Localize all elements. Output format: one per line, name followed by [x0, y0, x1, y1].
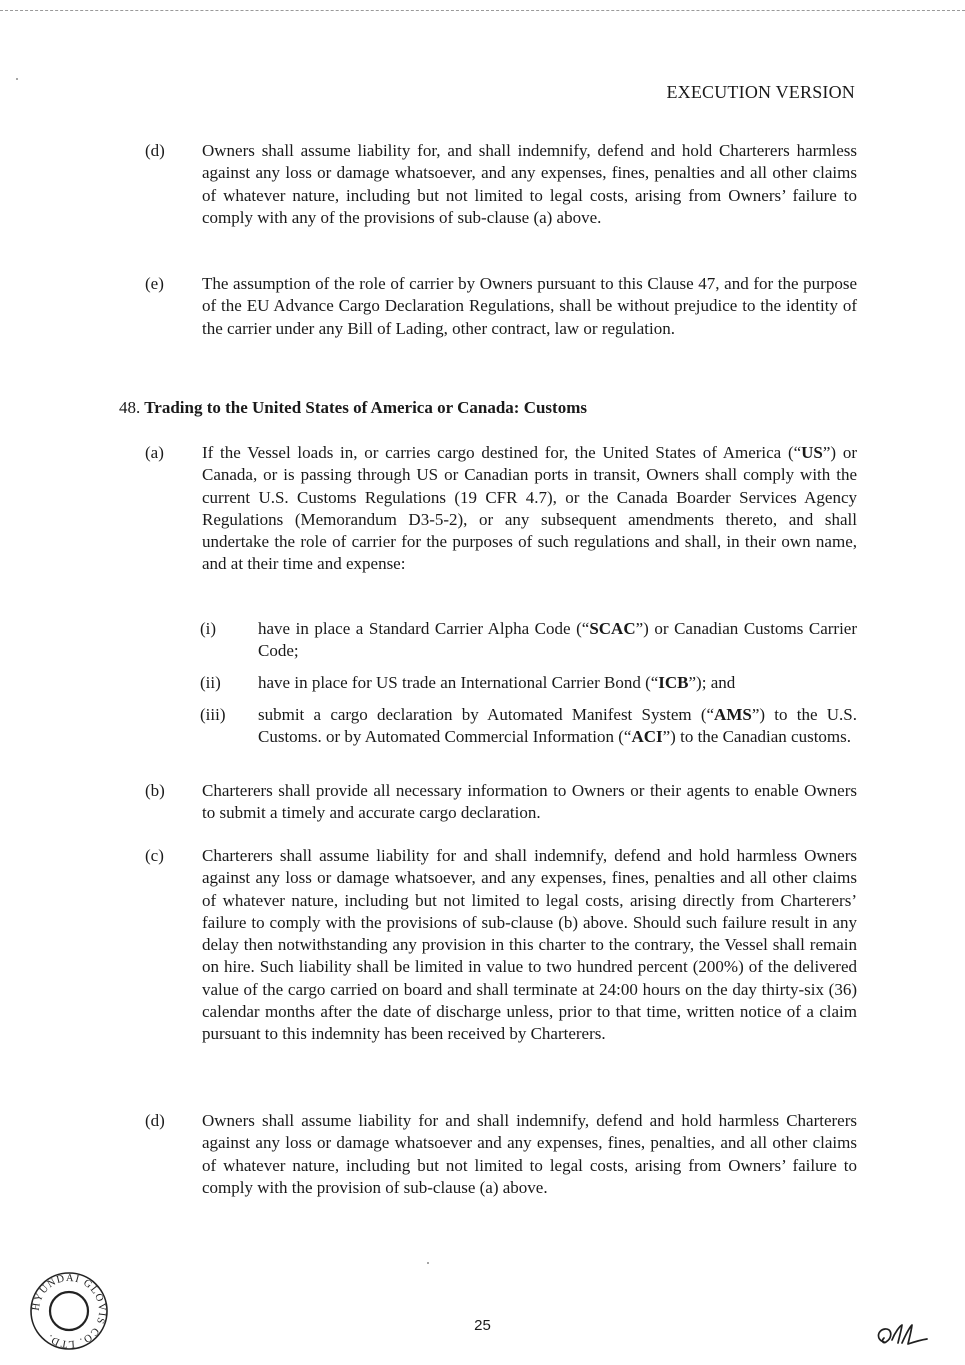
defined-term: US — [801, 443, 823, 462]
seal-text: HYUNDAI GLOVIS CO. LTD. — [30, 1272, 108, 1350]
clause-text: Owners shall assume liability for and shall indemnify, defend and hold harmless Charterers against any loss or damage whatsoever and any expenses, fines, penalties, and all other claims of whatever nature, including but not limited to legal costs, arising from Owners’ failure to comply with the provision of sub-clause (a) above. — [202, 1111, 857, 1197]
sub-item-text: have in place a Standard Carrier Alpha Code (“SCAC”) or Canadian Customs Carrier Code; — [258, 619, 858, 661]
handwritten-initials — [872, 1318, 932, 1358]
defined-term: SCAC — [589, 619, 636, 638]
document-version-label: EXECUTION VERSION — [666, 82, 855, 102]
clause-47-d — [145, 140, 857, 229]
clause-label: (a) — [145, 443, 164, 462]
clause-label: (d) — [145, 1111, 165, 1130]
clause-text: Charterers shall provide all necessary information to Owners or their agents to enable Owners to submit a timely and accurate cargo declaration. — [202, 781, 857, 823]
clause-48-a — [145, 442, 857, 576]
clause-48-d — [145, 1110, 857, 1199]
clause-text: The assumption of the role of carrier by Owners pursuant to this Clause 47, and for the purpose of the EU Advance Cargo Declaration Regulations, shall be without prejudice to the identity of the carrier under any Bill of Lading, other contract, law or regulation. — [202, 274, 857, 338]
company-seal-stamp — [28, 1270, 110, 1352]
clause-48-heading — [119, 398, 587, 418]
sub-item-label: (iii) — [200, 705, 226, 724]
top-scan-edge — [0, 10, 965, 11]
sub-item-label: (i) — [200, 619, 217, 638]
clause-label: (d) — [145, 141, 165, 160]
clause-text: If the Vessel loads in, or carries cargo destined for, the United States of America (“US”) or Canada, or is passing through US or Canadian ports in transit, Owners shall comply with the current U.S. Customs Regulations (19 CFR 4.7), or the Canada Boarder Services Agency Regulations (Memorandum D3-5-2), or any subsequent amendments thereto, and shall undertake the role of carrier for the purposes of such regulations and shall, in their own name, and at their time and expense: — [202, 443, 857, 574]
clause-label: (b) — [145, 781, 165, 800]
clause-47-e — [145, 273, 857, 340]
clause-text: Charterers shall assume liability for and shall indemnify, defend and hold harmless Owners against any loss or damage whatsoever, and any expenses, fines, penalties and all other claims of whatever nature, including but not limited to legal costs, arising directly from Charterers’ failure to comply with the provisions of sub-clause (b) above. Should such failure result in any delay then notwithstanding any provision in this charter to the contrary, the Vessel shall remain on hire. Such liability shall be limited in value to two hundred percent (200%) of the delivered value of the cargo carried on board and shall terminate at 24:00 hours on the day thirty-six (36) calendar months after the date of discharge unless, prior to that time, written notice of a claim pursuant to this indemnity has been received by Charterers. — [202, 846, 857, 1044]
clause-label: (c) — [145, 846, 164, 865]
clause-title: Trading to the United States of America or Canada: Customs — [144, 398, 587, 417]
clause-label: (e) — [145, 274, 164, 293]
sub-item-label: (ii) — [200, 673, 221, 692]
defined-term: AMS — [714, 705, 752, 724]
clause-number: 48. — [119, 398, 141, 417]
sub-item-text: submit a cargo declaration by Automated Manifest System (“AMS”) to the U.S. Customs. or by Automated Commercial Information (“ACI”) to the Canadian customs. — [258, 705, 857, 747]
defined-term: ACI — [631, 727, 663, 747]
scan-speck — [427, 1262, 429, 1264]
scan-speck — [16, 78, 18, 80]
clause-text: Owners shall assume liability for, and shall indemnify, defend and hold Charterers harmless against any loss or damage whatsoever, and any expenses, fines, penalties and all other claims of whatever nature, including but not limited to legal costs, arising from Owners’ failure to comply with any of the provisions of sub-clause (a) above. — [202, 141, 857, 227]
defined-term: ICB — [658, 673, 689, 692]
sub-item-text: have in place for US trade an International Carrier Bond (“ICB”); and — [258, 673, 736, 692]
sub-item-iii — [200, 704, 857, 749]
clause-48-c — [145, 845, 857, 1046]
clause-48-b — [145, 780, 857, 825]
sub-item-ii — [200, 672, 857, 694]
sub-item-i — [200, 618, 857, 663]
page-number: 25 — [474, 1317, 491, 1334]
